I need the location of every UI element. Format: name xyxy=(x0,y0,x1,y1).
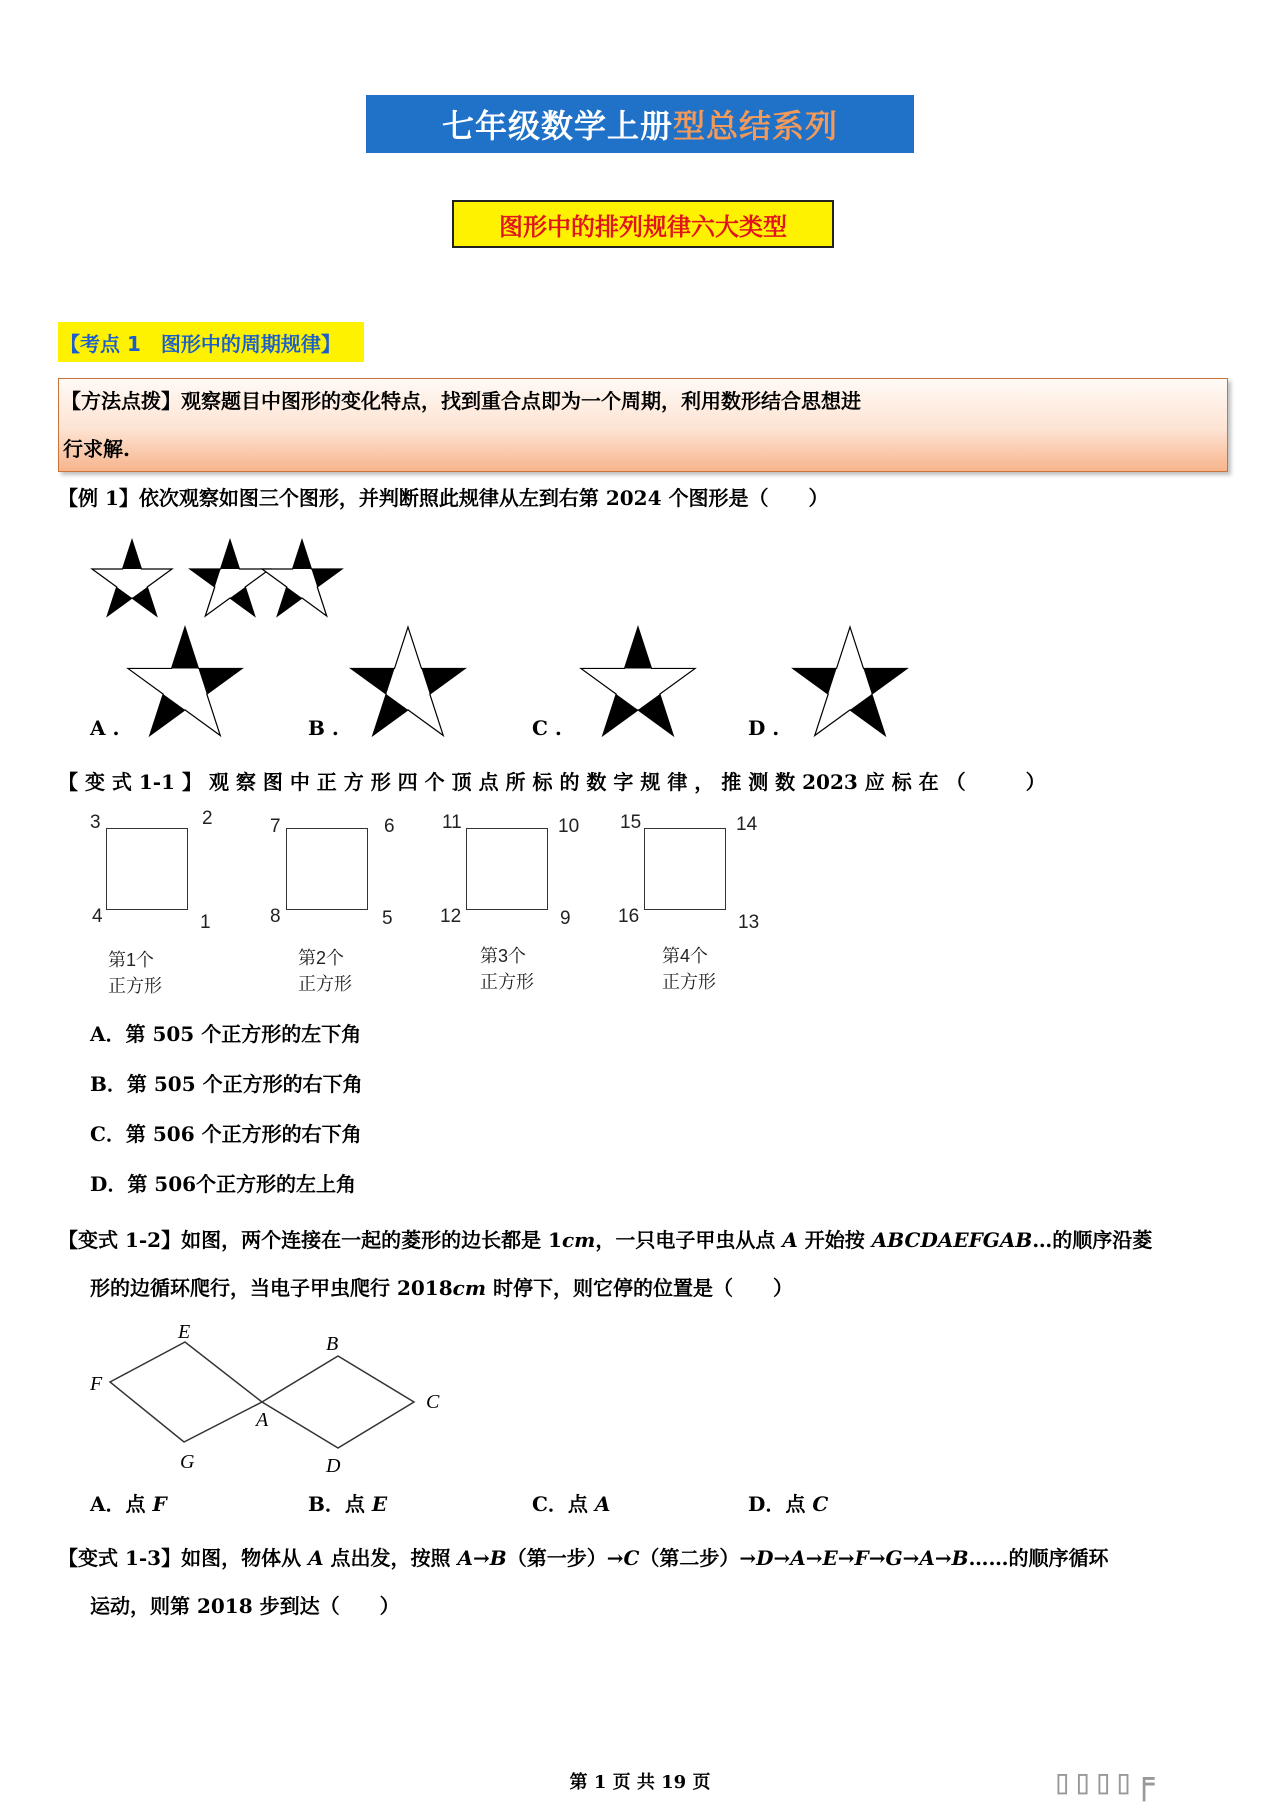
square-1-caption-1: 第1个 xyxy=(108,950,155,970)
variant11-option-c[interactable]: C．第 506 个正方形的右下角 xyxy=(90,1122,362,1146)
variant12-option-d[interactable]: D．点 C xyxy=(748,1492,829,1516)
corner-watermark: ▯▯▯▯╒ xyxy=(1052,1762,1155,1802)
option-c-star xyxy=(581,627,695,736)
square-2-tr: 6 xyxy=(384,816,395,837)
square-4-caption-1: 第4个 xyxy=(662,946,709,966)
square-2-caption-1: 第2个 xyxy=(298,948,345,968)
square-4-caption-2: 正方形 xyxy=(662,972,716,992)
square-4-bl: 16 xyxy=(618,906,640,927)
square-4-tl: 15 xyxy=(620,812,642,833)
variant12-line-1: 【变式 1-2】如图，两个连接在一起的菱形的边长都是 1cm，一只电子甲虫从点 A 开始按 ABCDAEFGAB…的顺序沿菱 xyxy=(58,1228,1153,1252)
option-a-star xyxy=(128,627,242,736)
variant12-option-a[interactable]: A．点 F xyxy=(90,1492,167,1516)
square-3-bl: 12 xyxy=(440,906,462,927)
example1-figures xyxy=(80,530,960,740)
square-4-tr: 14 xyxy=(736,814,758,835)
rhombus-diagram xyxy=(80,1316,460,1476)
point-e-label: E xyxy=(178,1321,191,1343)
variant11-option-d[interactable]: D．第 506个正方形的左上角 xyxy=(90,1172,357,1196)
variant11-option-a[interactable]: A．第 505 个正方形的左下角 xyxy=(90,1022,362,1046)
point-d-label: D xyxy=(326,1455,341,1476)
example1-question: 【例 1】依次观察如图三个图形，并判断照此规律从左到右第 2024 个图形是（ ） xyxy=(58,486,829,510)
example1-option-c[interactable]: C . xyxy=(532,716,562,740)
variant11-question: 【 变 式 1-1 】 观 察 图 中 正 方 形 四 个 顶 点 所 标 的 数 字 规 律 ， 推 测 数 2023 应 标 在 （ ） xyxy=(58,770,1046,794)
left-rhombus xyxy=(110,1342,262,1442)
variant12-line-2: 形的边循环爬行，当电子甲虫爬行 2018cm 时停下，则它停的位置是（ ） xyxy=(90,1276,793,1300)
example1-option-b[interactable]: B . xyxy=(308,716,339,740)
square-2-bl: 8 xyxy=(270,906,281,927)
option-d-star xyxy=(793,627,907,736)
square-1-caption-2: 正方形 xyxy=(108,976,162,996)
example1-option-d[interactable]: D . xyxy=(748,716,780,740)
variant12-option-b[interactable]: B．点 E xyxy=(308,1492,388,1516)
square-3-br: 9 xyxy=(560,908,571,929)
square-2-tl: 7 xyxy=(270,816,281,837)
point-f-label: F xyxy=(90,1373,103,1395)
square-1-br: 1 xyxy=(200,912,211,933)
variant13-line-1: 【变式 1-3】如图，物体从 A 点出发，按照 A→B（第一步）→C（第二步）→D→A→E→F→G→A→B……的顺序循环 xyxy=(58,1546,1109,1570)
square-3-caption-2: 正方形 xyxy=(480,972,534,992)
point-g-label: G xyxy=(180,1451,195,1473)
method-line-2: 行求解. xyxy=(63,437,130,461)
square-2 xyxy=(286,828,368,910)
reference-star-1 xyxy=(92,540,172,616)
method-line-1: 【方法点拨】观察题目中图形的变化特点，找到重合点即为一个周期，利用数形结合思想进 xyxy=(61,389,861,413)
variant12-option-c[interactable]: C．点 A xyxy=(532,1492,611,1516)
square-1 xyxy=(106,828,188,910)
point-a-label: A xyxy=(256,1409,269,1431)
example1-option-a[interactable]: A . xyxy=(90,716,120,740)
variant11-squares xyxy=(86,808,786,1012)
square-1-bl: 4 xyxy=(92,906,103,927)
square-4-br: 13 xyxy=(738,912,760,933)
square-2-caption-2: 正方形 xyxy=(298,974,352,994)
square-1-tr: 2 xyxy=(202,808,213,829)
reference-star-2 xyxy=(190,540,270,616)
page-number: 第 1 页 共 19 页 xyxy=(569,1772,711,1793)
square-3-tr: 10 xyxy=(558,816,580,837)
series-banner xyxy=(366,95,914,153)
square-3-caption-1: 第3个 xyxy=(480,946,527,966)
square-3 xyxy=(466,828,548,910)
point-c-label: C xyxy=(426,1391,440,1413)
banner-highlight-text: 型总结系列 xyxy=(673,107,839,145)
reference-star-3 xyxy=(262,540,342,616)
document-subtitle: 图形中的排列规律六大类型 xyxy=(452,200,834,248)
banner-main-text: 七年级数学上册 xyxy=(441,107,673,145)
point-b-label: B xyxy=(326,1333,339,1355)
square-4 xyxy=(644,828,726,910)
square-3-tl: 11 xyxy=(442,812,462,833)
square-1-tl: 3 xyxy=(90,812,101,833)
square-2-br: 5 xyxy=(382,908,393,929)
method-box xyxy=(58,378,1228,472)
right-rhombus xyxy=(262,1356,414,1448)
section-title: 【考点 1 图形中的周期规律】 xyxy=(58,322,364,362)
variant13-line-2: 运动，则第 2018 步到达（ ） xyxy=(90,1594,400,1618)
option-b-star xyxy=(351,627,465,736)
variant11-option-b[interactable]: B．第 505 个正方形的右下角 xyxy=(90,1072,363,1096)
